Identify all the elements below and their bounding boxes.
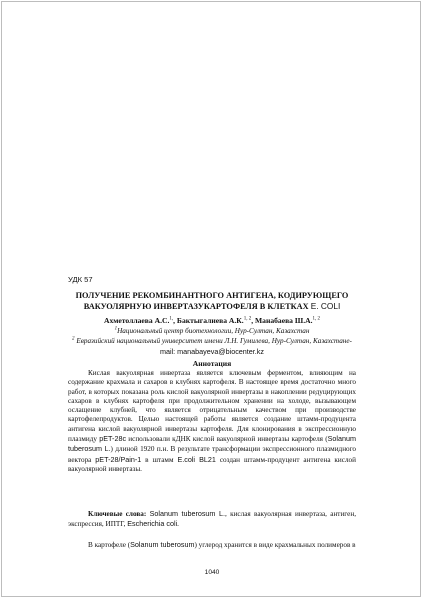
vector-name: pET-28/Pain-1 [95, 454, 142, 464]
abstract-part-3: ) длиной 1920 п.н. В результате трансформации экспрессионного плазмидного вектора [68, 445, 357, 464]
abstract-part-1: Кислая вакуолярная инвертаза является ключевым ферментом, влияющим на содержание крахмала и сахаров в клубнях картофеля. В настоящее время достаточно много работ, в которых показана роль кислой вакуолярной инвертазы в накоплении редуцирующих сахаров в клубнях картофеля при продолжительном хранении на холоде, вызывающем ослащение клубней, что является отрицательным качеством при производстве картофелепродуктов. Целью настоящей работы является создание штамм-продуцента антигена кислой вакуолярной инвертазы картофеля. Для клонирования в экспрессионную плазмиду [68, 369, 356, 444]
body-rest: ) углерод хранится в виде крахмальных полимеров в [194, 541, 356, 549]
keywords [68, 509, 356, 530]
author-list [52, 316, 372, 326]
plasmid-name: pET-28c [99, 434, 127, 444]
page-number: 1040 [204, 569, 220, 576]
title-organism: E. COLI [310, 301, 341, 311]
keywords-text: , кислая вакуолярная инвертаза, антиген, экспрессия, ИПТГ, [68, 510, 356, 529]
keywords-end: . [177, 520, 179, 529]
abstract-part-4: в штамм [141, 455, 178, 464]
affiliation-1-marker: 1 [114, 326, 118, 332]
body-paragraph [68, 540, 356, 550]
title-line-1: ПОЛУЧЕНИЕ РЕКОМБИНАНТНОГО АНТИГЕНА, КОДИРУЮЩЕГО [75, 291, 349, 300]
author-3: , Манабаева Ш.А. [251, 316, 313, 325]
organism-name: Solanum tuberosum L. [68, 434, 356, 454]
affiliation-1 [52, 327, 372, 337]
abstract-part-2: использовали кДНК кислой вакуолярной инвертазы картофеля ( [126, 435, 328, 444]
body-start: В картофеле ( [88, 541, 131, 549]
affiliation-2-text: Евразийский национальный университет имени Л.Н. Гумилева, Нур-Султан, Казахстанe- [74, 337, 352, 345]
udk-code: УДК 57 [68, 275, 93, 284]
abstract-part-5: создан штамм-продуцент антигена кислой вакуолярной инвертазы. [68, 455, 356, 473]
author-3-affil: 1, 2 [312, 316, 321, 322]
affiliation-2 [52, 337, 372, 347]
contact-email: mail: manabayeva@biocenter.kz [160, 347, 264, 356]
title-line-2: ВАКУОЛЯРНУЮ ИНВЕРТАЗУКАРТОФЕЛЯ В КЛЕТКАХ [83, 302, 311, 311]
affiliation-1-text: Национальный центр биотехнологии, Нур-Султан, Казахстан [117, 327, 310, 335]
author-2-affil: 1, 2 [243, 316, 252, 322]
paper-title [62, 290, 362, 312]
author-1: Ахметоллаева А.С. [103, 316, 170, 325]
body-organism: Solanum tuberosum [130, 540, 195, 549]
abstract-text [68, 369, 356, 474]
abstract-heading: Аннотация [192, 359, 232, 368]
keyword-bacterium: Escherichia coli [127, 519, 178, 529]
author-2: , Бактыгалиева А.К. [173, 316, 244, 325]
strain-name: E.coli BL21 [177, 454, 216, 464]
author-1-affil: 1, [169, 316, 174, 322]
keywords-label: Ключевые слова: [88, 510, 147, 518]
affiliation-2-marker: 2 [72, 336, 75, 342]
keyword-organism: Solanum tuberosum L. [149, 509, 225, 518]
